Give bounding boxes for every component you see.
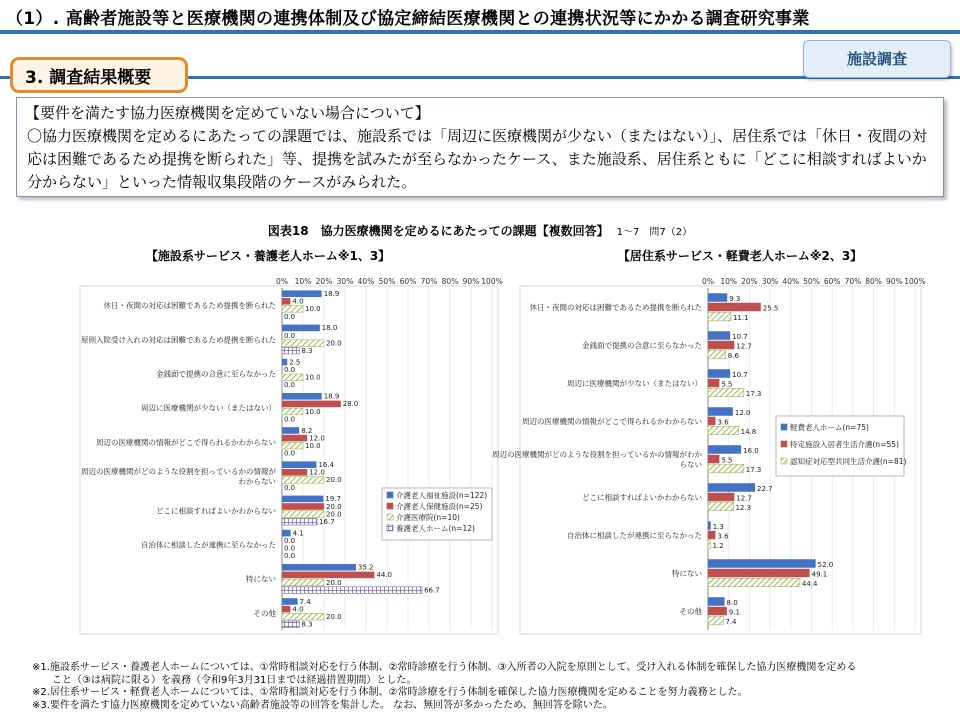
bar [708,607,727,616]
data-label: 0.0 [284,544,296,553]
legend-swatch [781,458,787,464]
bar [708,303,761,312]
x-tick-label: 10% [720,277,738,286]
data-label: 8.3 [301,347,313,355]
x-tick-label: 80% [865,277,882,286]
data-label: 18.0 [321,324,338,333]
bar [708,531,715,540]
legend-swatch [387,503,393,509]
data-label: 20.0 [326,578,342,587]
category-label: 周辺の医療機関の情報がどこで得られるかわからない [96,437,276,447]
legend-label: 特定施設入居者生活介護(n=55) [790,440,899,449]
x-tick-label: 50% [803,277,820,286]
data-label: 20.0 [326,510,342,519]
data-label: 16.0 [743,446,759,455]
bar [708,379,719,388]
legend-swatch [387,514,393,520]
bar [708,616,723,625]
data-label: 7.4 [725,617,737,626]
x-tick-label: 90% [885,277,903,286]
data-label: 35.2 [357,563,374,572]
bar [282,325,320,332]
figure-title-text: 図表18 協力医療機関を定めるにあたっての課題【複数回答】 [267,224,609,238]
x-tick-label: 20% [315,277,333,286]
legend-label: 介護老人福祉施設(n=122) [396,491,488,500]
data-label: 44.0 [376,571,392,580]
data-label: 0.0 [284,415,296,424]
data-label: 1.2 [712,541,724,550]
category-label: 金銭面で提携の合意に至らなかった [582,341,702,350]
bar [282,298,290,305]
data-label: 0.0 [284,552,296,561]
summary-bullet: 〇協力医療機関を定めるにあたっての課題では、施設系では「周辺に医療機関が少ない（またはない）」、居住系では「休日・夜間の対応は困難であるため提携を断られた」等、提携を試みたが至らなかったケース、また施設系、居住系ともに「どこに相談すればよいか分からない」といった情報収集段階のケースがみられた。 [27,127,928,191]
x-tick-label: 0% [702,277,714,286]
data-label: 12.0 [309,434,325,443]
bar [282,290,322,297]
data-label: 12.0 [309,468,325,477]
category-label: 自治体に相談したが連携に至らなかった [141,540,276,550]
data-label: 4.1 [292,529,304,538]
chart-title: 【施設系サービス・養護老人ホーム※1、3】 [145,249,391,263]
category-label: 自治体に相談したが連携に至らなかった [567,531,702,540]
data-label: 8.0 [726,598,738,607]
category-label: らない [679,460,702,469]
data-label: 10.0 [305,407,321,416]
data-label: 20.0 [326,613,342,621]
bar [282,477,324,484]
summary-box [16,97,944,197]
data-label: 3.6 [717,418,729,427]
bar [708,464,744,473]
data-label: 8.3 [301,620,313,629]
bar [708,597,725,606]
category-label: どこに相談すればよいかわからない [156,506,276,516]
bar [282,496,323,503]
category-label: わからない [238,477,276,487]
category-label: その他 [253,608,276,618]
data-label: 0.0 [284,312,296,321]
data-label: 0.0 [284,483,296,492]
data-label: 28.0 [342,400,359,409]
data-label: 17.3 [745,465,762,474]
figure-title [0,222,960,239]
category-label: 特にない [672,569,702,578]
legend-swatch [781,424,787,430]
data-label: 16.7 [319,518,335,526]
data-label: 20.0 [326,476,342,485]
figure-subtitle: 1～7 問7（2） [616,227,693,238]
category-label: 原則入院受け入れの対応は困難であるため提携を断られた [81,335,276,345]
data-label: 4.0 [292,297,304,306]
x-tick-label: 70% [844,277,862,286]
bar [282,359,287,366]
bar [282,374,303,381]
bar [282,461,316,468]
footnotes [32,662,952,712]
bar [282,621,299,628]
legend-label: 介護医療院(n=10) [396,513,460,522]
bar [708,578,800,587]
bar [708,417,715,426]
bar [708,455,719,464]
data-label: 12.7 [736,342,752,351]
bar [282,530,291,537]
x-tick-label: 40% [357,277,375,286]
data-label: 0.0 [284,381,296,390]
category-label: 周辺の医療機関の情報がどこで得られるかわからない [522,417,702,426]
data-label: 16.4 [318,461,335,469]
bar [708,293,727,302]
data-label: 20.0 [326,502,342,511]
bar [282,587,422,594]
bar [282,347,299,354]
data-label: 10.0 [305,305,321,314]
bar [282,598,298,605]
x-tick-label: 40% [782,277,800,286]
bar [708,369,730,378]
bar [282,427,299,434]
data-label: 49.1 [811,570,828,579]
header-rule [0,30,960,34]
bar [708,312,731,321]
category-label: 周辺の医療機関がどのような役割を担っているかの情報が [81,467,276,477]
data-label: 4.0 [292,605,304,614]
bar [708,483,755,492]
x-tick-label: 90% [462,277,480,286]
x-tick-label: 60% [823,277,841,286]
data-label: 18.9 [323,392,340,401]
data-label: 8.6 [727,351,739,360]
data-label: 10.7 [732,332,748,341]
bar [708,502,733,511]
category-badge: 施設調査 [803,40,951,78]
bar [282,469,307,476]
category-label: 休日・夜間の対応は困難であるため提携を断られた [529,303,702,312]
chart-facility [0,246,503,656]
data-label: 9.1 [728,608,740,617]
category-label: その他 [679,607,702,616]
bar [282,340,324,347]
data-label: 9.3 [729,294,741,303]
legend-label: 介護老人保健施設(n=25) [396,502,483,511]
data-label: 20.0 [326,339,342,348]
chart-title: 【居住系サービス・軽費老人ホーム※2、3】 [617,249,863,263]
bar [282,511,324,518]
bar [282,572,374,579]
category-label: 周辺の医療機関がどのような役割を担っているかの情報がわか [492,450,702,459]
bar [282,393,322,400]
bar [708,388,744,397]
category-label: 周辺に医療機関が少ない（またはない） [141,403,276,413]
data-label: 11.1 [732,313,749,322]
x-tick-label: 0% [276,277,288,286]
bar [282,606,290,613]
bar [282,435,307,442]
category-label: 特にない [246,574,276,584]
data-label: 44.4 [801,579,818,588]
legend-swatch [387,492,393,498]
legend-label: 軽費老人ホーム(n=75) [790,423,869,432]
data-label: 0.0 [284,449,296,458]
data-label: 19.7 [325,495,341,504]
bar [282,579,324,586]
bar [708,407,733,416]
data-label: 12.7 [736,494,752,503]
data-label: 14.8 [740,427,757,436]
category-label: 周辺に医療機関が少ない（またはない） [567,379,702,388]
legend-label: 認知症対応型共同生活介護(n=81) [790,457,907,466]
data-label: 1.3 [712,522,724,531]
data-label: 10.0 [305,442,321,450]
legend-swatch [781,441,787,447]
legend-label: 養護老人ホーム(n=12) [396,524,475,533]
bar [708,521,711,530]
summary-heading: 【要件を満たす協力医療機関を定めていない場合について】 [25,104,430,122]
category-label: 休日・夜間の対応は困難であるため提携を断られた [103,301,276,311]
bar [282,518,317,525]
data-label: 12.0 [734,408,751,417]
bar [708,426,739,435]
data-label: 17.3 [745,389,762,398]
data-label: 8.2 [301,426,313,435]
data-label: 52.0 [817,560,834,569]
data-label: 7.4 [299,597,311,606]
data-label: 12.3 [735,503,752,512]
x-tick-label: 100% [481,277,503,286]
data-label: 0.0 [284,366,296,374]
x-tick-label: 70% [420,277,438,286]
x-tick-label: 60% [399,277,417,286]
bar [282,408,303,415]
bar [282,401,341,408]
header [0,0,960,34]
bar [708,493,734,502]
legend-swatch [387,525,393,531]
footnote-3: ※3.要件を満たす協力医療機関を定めていない高齢者施設等の回答を集計した。 なお、無回答が多かったため、無回答を除いた。 [32,699,613,711]
bar [708,569,810,578]
data-label: 0.0 [284,537,296,545]
page-title: （1）. 高齢者施設等と医療機関の連携体制及び協定締結医療機関との連携状況等にかかる調査研究事業 [6,9,810,29]
bar [708,350,726,359]
data-label: 22.7 [756,484,773,493]
data-label: 66.7 [424,586,440,595]
data-label: 0.0 [284,331,296,340]
footnote-1: ※1.施設系サービス・養護老人ホームについては、①常時相談対応を行う体制、②常時診療を行う体制、③入所者の入院を原則として、受け入れる体制を確保した協力医療機関を定める [32,662,857,673]
footnote-1-cont: こと（③は病院に限る）を義務（令和9年3月31日までは経過措置期間）とした。 [32,674,417,686]
bar [708,559,816,568]
x-tick-label: 10% [294,277,312,286]
data-label: 10.0 [305,373,321,382]
footnote-2: ※2.居住系サービス・軽費老人ホームについては、①常時相談対応を行う体制、②常時診療を行う体制を確保した協力医療機関を定めることを努力義務とした。 [32,687,748,698]
data-label: 3.6 [717,532,729,541]
data-label: 10.7 [732,370,748,379]
bar [282,564,356,571]
x-tick-label: 30% [761,277,779,286]
section-label: 3. 調査結果概要 [10,57,188,93]
category-label: どこに相談すればよいかわからない [582,493,702,502]
data-label: 25.5 [762,304,779,313]
chart-residential [480,246,960,656]
bar [708,445,741,454]
x-tick-label: 50% [378,277,396,286]
x-tick-label: 100% [904,277,926,286]
bar [282,503,324,510]
bar [708,331,730,340]
data-label: 5.5 [721,456,733,465]
category-label: 金銭面で提携の合意に至らなかった [156,369,276,379]
bar [708,341,734,350]
x-tick-label: 20% [741,277,758,286]
data-label: 18.9 [323,290,340,298]
bar [282,306,303,313]
x-tick-label: 30% [336,277,354,286]
bar [282,442,303,449]
data-label: 2.5 [289,358,301,367]
bar [282,613,324,620]
x-tick-label: 80% [441,277,459,286]
bar [708,540,710,549]
data-label: 5.5 [721,380,733,389]
